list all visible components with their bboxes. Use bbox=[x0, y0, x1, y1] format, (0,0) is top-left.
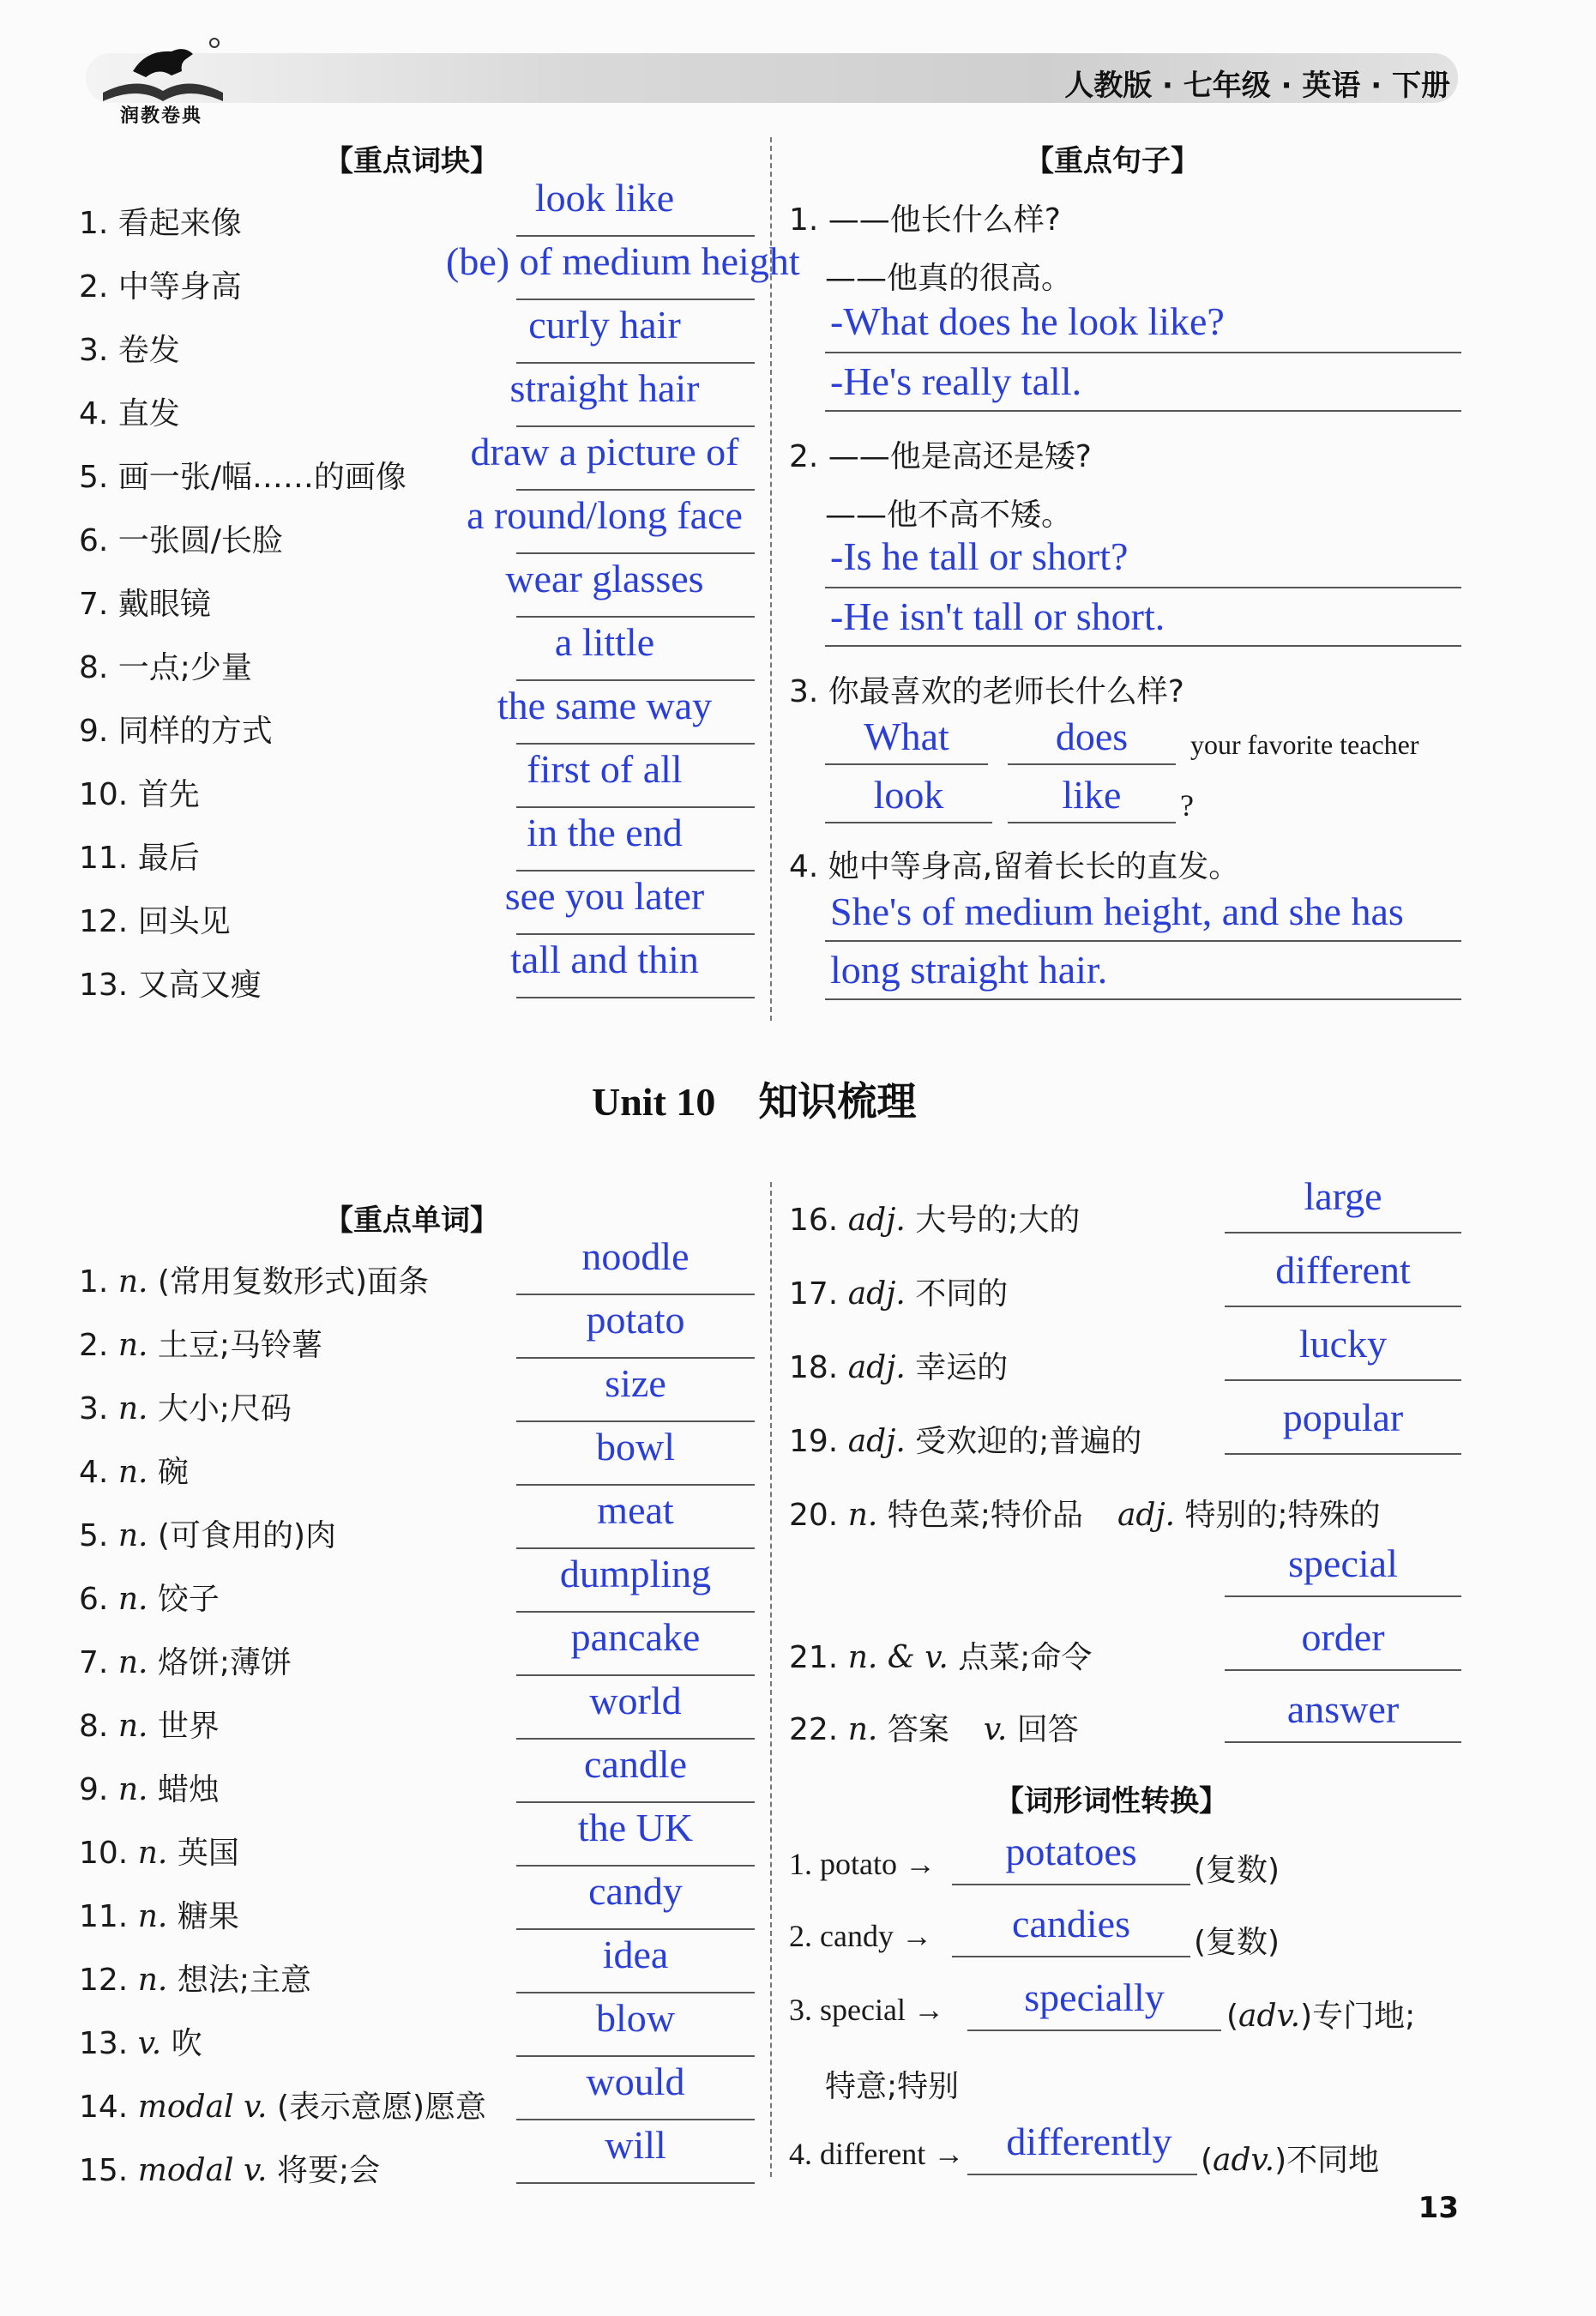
word-question: 13. v. 吹 bbox=[79, 2026, 202, 2061]
word-answer: meat bbox=[597, 1488, 674, 1532]
answer-line bbox=[516, 235, 755, 237]
phrase-answer: see you later bbox=[504, 874, 705, 918]
word-answer: bowl bbox=[596, 1425, 675, 1469]
form-3-note-continued: 特意;特别 bbox=[825, 2069, 960, 2104]
form-3-prompt: 3. special → bbox=[789, 1993, 944, 2027]
word-answer: popular bbox=[1282, 1396, 1404, 1439]
phrase-question: 13. 又高又瘦 bbox=[79, 968, 262, 1003]
header-title: 人教版 · 七年级 · 英语 · 下册 bbox=[1064, 69, 1450, 103]
word-20-question: 20. n. 特色菜;特价品 adj. 特别的;特殊的 bbox=[789, 1498, 1381, 1533]
words-heading: 【重点单词】 bbox=[324, 1203, 499, 1238]
phrase-answer: (be) of medium height bbox=[446, 239, 800, 283]
word-answer: candle bbox=[583, 1742, 688, 1786]
unit-title bbox=[592, 1071, 916, 1127]
phrase-question: 10. 首先 bbox=[79, 777, 200, 812]
phrase-answer: a little bbox=[554, 620, 655, 664]
sentence-3-end: ? bbox=[1180, 788, 1194, 823]
answer-line bbox=[516, 1674, 755, 1676]
phrase-answer: the same way bbox=[497, 684, 713, 727]
answer-line bbox=[516, 1738, 755, 1740]
form-4-prompt: 4. different → bbox=[789, 2137, 965, 2171]
word-answer: world bbox=[589, 1679, 682, 1722]
form-2-note: (复数) bbox=[1194, 1925, 1280, 1960]
page-number: 13 bbox=[1418, 2191, 1459, 2225]
word-answer: candy bbox=[588, 1869, 683, 1913]
answer-line bbox=[516, 299, 755, 300]
column-divider-bottom bbox=[770, 1182, 772, 2177]
word-22-answer: answer bbox=[1286, 1687, 1400, 1731]
phrase-question: 5. 画一张/幅……的画像 bbox=[79, 460, 407, 495]
word-answer: would bbox=[586, 2060, 685, 2103]
word-answer: size bbox=[605, 1361, 666, 1405]
phrase-question: 2. 中等身高 bbox=[79, 269, 242, 305]
sentence-3-blank-4: like bbox=[1062, 773, 1122, 817]
phrase-answer: in the end bbox=[527, 811, 683, 854]
phrase-question: 7. 戴眼镜 bbox=[79, 587, 211, 622]
sentence-2-question-b: ——他不高不矮。 bbox=[825, 498, 1073, 533]
sentence-2-question-a: 2. ——他是高还是矮? bbox=[789, 439, 1092, 474]
word-question: 7. n. 烙饼;薄饼 bbox=[79, 1645, 292, 1680]
form-3-answer: specially bbox=[1024, 1975, 1165, 2019]
answer-line bbox=[1225, 1379, 1461, 1381]
word-question: 14. modal v. (表示意愿)愿意 bbox=[79, 2090, 487, 2125]
answer-line bbox=[516, 1547, 755, 1549]
word-question: 3. n. 大小;尺码 bbox=[79, 1391, 292, 1426]
word-answer: the UK bbox=[577, 1806, 694, 1849]
word-question: 6. n. 饺子 bbox=[79, 1582, 220, 1617]
phrase-question: 12. 回头见 bbox=[79, 904, 231, 939]
word-question: 16. adj. 大号的;大的 bbox=[789, 1203, 1081, 1238]
phrase-answer: first of all bbox=[527, 747, 683, 791]
answer-line bbox=[825, 645, 1461, 647]
word-question: 5. n. (可食用的)肉 bbox=[79, 1518, 336, 1553]
answer-line bbox=[516, 1357, 755, 1359]
answer-line bbox=[516, 552, 755, 554]
unit-number: Unit 10 bbox=[592, 1080, 716, 1124]
answer-line bbox=[516, 425, 755, 427]
answer-line bbox=[516, 1865, 755, 1867]
word-question: 18. adj. 幸运的 bbox=[789, 1350, 1009, 1385]
sentence-1-answer-a: -What does he look like? bbox=[830, 299, 1225, 343]
word-question: 10. n. 英国 bbox=[79, 1836, 239, 1871]
answer-line bbox=[516, 743, 755, 745]
form-3-note: (adv.)专门地; bbox=[1226, 1999, 1416, 2034]
answer-line bbox=[1225, 1595, 1461, 1597]
phrase-answer: wear glasses bbox=[505, 557, 704, 600]
answer-line bbox=[1008, 822, 1176, 823]
answer-line bbox=[1225, 1232, 1461, 1233]
phrase-question: 1. 看起来像 bbox=[79, 206, 242, 241]
phrase-question: 4. 直发 bbox=[79, 396, 180, 431]
answer-line bbox=[1225, 1669, 1461, 1671]
answer-line bbox=[825, 998, 1461, 1000]
answer-line bbox=[516, 870, 755, 872]
phrase-answer: curly hair bbox=[528, 303, 681, 347]
answer-line bbox=[952, 1884, 1190, 1885]
answer-line bbox=[516, 489, 755, 491]
phrase-answer: look like bbox=[534, 176, 675, 220]
phrase-answer: a round/long face bbox=[467, 493, 743, 537]
sentence-3-blank-1: What bbox=[864, 715, 949, 758]
sentence-2-answer-a: -Is he tall or short? bbox=[830, 534, 1129, 578]
answer-line bbox=[825, 352, 1461, 353]
word-question: 11. n. 糖果 bbox=[79, 1899, 239, 1934]
answer-line bbox=[952, 1956, 1190, 1957]
phrase-question: 9. 同样的方式 bbox=[79, 714, 273, 749]
word-21-answer: order bbox=[1301, 1615, 1385, 1659]
answer-line bbox=[516, 679, 755, 681]
phrase-question: 8. 一点;少量 bbox=[79, 650, 252, 685]
phrase-answer: draw a picture of bbox=[470, 430, 739, 473]
sentence-1-question-a: 1. ——他长什么样? bbox=[789, 202, 1061, 238]
answer-line bbox=[516, 2182, 755, 2184]
answer-line bbox=[516, 1801, 755, 1803]
sentence-2-answer-b: -He isn't tall or short. bbox=[830, 594, 1165, 638]
sentence-4-answer-a: She's of medium height, and she has bbox=[830, 890, 1404, 933]
word-answer: dumpling bbox=[559, 1552, 712, 1595]
word-question: 9. n. 蜡烛 bbox=[79, 1772, 220, 1807]
sentence-1-answer-b: -He's really tall. bbox=[830, 359, 1082, 403]
answer-line bbox=[516, 1294, 755, 1295]
word-21-question: 21. n. & v. 点菜;命令 bbox=[789, 1640, 1093, 1675]
answer-line bbox=[825, 822, 992, 823]
sentence-3-blank-2: does bbox=[1055, 715, 1129, 758]
word-answer: will bbox=[605, 2123, 666, 2167]
answer-line bbox=[516, 2119, 755, 2120]
answer-line bbox=[516, 1992, 755, 1993]
sentence-3-middle: your favorite teacher bbox=[1190, 729, 1419, 760]
word-answer: large bbox=[1304, 1174, 1382, 1218]
phrase-answer: tall and thin bbox=[510, 938, 699, 981]
phrases-heading: 【重点词块】 bbox=[324, 144, 499, 178]
word-question: 15. modal v. 将要;会 bbox=[79, 2153, 381, 2188]
word-20-answer: special bbox=[1288, 1541, 1398, 1585]
answer-line bbox=[516, 806, 755, 808]
sentences-heading: 【重点句子】 bbox=[1025, 144, 1200, 178]
word-answer: different bbox=[1275, 1248, 1411, 1292]
word-question: 1. n. (常用复数形式)面条 bbox=[79, 1264, 429, 1300]
form-4-answer: differently bbox=[1006, 2120, 1172, 2163]
answer-line bbox=[516, 1928, 755, 1930]
word-question: 17. adj. 不同的 bbox=[789, 1276, 1009, 1312]
answer-line bbox=[516, 362, 755, 364]
word-answer: noodle bbox=[581, 1234, 690, 1278]
word-22-question: 22. n. 答案 v. 回答 bbox=[789, 1712, 1079, 1747]
answer-line bbox=[1008, 763, 1176, 765]
sentence-4-question: 4. 她中等身高,留着长长的直发。 bbox=[789, 849, 1240, 884]
word-answer: blow bbox=[596, 1996, 675, 2040]
answer-line bbox=[516, 616, 755, 618]
form-1-answer: potatoes bbox=[1005, 1830, 1137, 1873]
word-question: 4. n. 碗 bbox=[79, 1455, 189, 1490]
form-1-prompt: 1. potato → bbox=[789, 1847, 936, 1881]
forms-heading: 【词形词性转换】 bbox=[995, 1784, 1228, 1818]
sentence-4-answer-b: long straight hair. bbox=[830, 948, 1108, 992]
answer-line bbox=[825, 940, 1461, 942]
answer-line bbox=[1225, 1453, 1461, 1455]
word-question: 19. adj. 受欢迎的;普遍的 bbox=[789, 1424, 1142, 1459]
answer-line bbox=[516, 997, 755, 998]
phrase-question: 11. 最后 bbox=[79, 841, 200, 876]
answer-line bbox=[1225, 1306, 1461, 1307]
answer-line bbox=[516, 1611, 755, 1613]
answer-line bbox=[825, 410, 1461, 412]
answer-line bbox=[516, 2055, 755, 2057]
form-1-note: (复数) bbox=[1194, 1853, 1280, 1888]
phrase-answer: straight hair bbox=[509, 366, 700, 410]
form-4-note: (adv.)不同地 bbox=[1201, 2143, 1380, 2178]
sentence-1-question-b: ——他真的很高。 bbox=[825, 261, 1073, 296]
word-question: 8. n. 世界 bbox=[79, 1709, 220, 1744]
phrase-question: 6. 一张圆/长脸 bbox=[79, 523, 283, 558]
unit-subtitle: 知识梳理 bbox=[758, 1078, 917, 1125]
answer-line bbox=[516, 933, 755, 935]
word-question: 2. n. 土豆;马铃薯 bbox=[79, 1328, 323, 1363]
form-2-prompt: 2. candy → bbox=[789, 1919, 932, 1953]
sentence-3-question: 3. 你最喜欢的老师长什么样? bbox=[789, 674, 1184, 709]
answer-line bbox=[967, 2174, 1197, 2175]
phrase-question: 3. 卷发 bbox=[79, 333, 180, 368]
sentence-3-blank-3: look bbox=[873, 773, 944, 817]
word-answer: idea bbox=[602, 1933, 669, 1976]
logo-text: 润教卷典 bbox=[120, 106, 203, 127]
answer-line bbox=[967, 2030, 1221, 2031]
word-answer: potato bbox=[586, 1298, 685, 1342]
word-question: 12. n. 想法;主意 bbox=[79, 1963, 311, 1998]
word-answer: lucky bbox=[1298, 1322, 1388, 1366]
answer-line bbox=[516, 1420, 755, 1422]
answer-line bbox=[1225, 1741, 1461, 1743]
word-answer: pancake bbox=[570, 1615, 701, 1659]
answer-line bbox=[825, 763, 988, 765]
answer-line bbox=[516, 1484, 755, 1486]
answer-line bbox=[825, 587, 1461, 588]
form-2-answer: candies bbox=[1012, 1902, 1130, 1945]
